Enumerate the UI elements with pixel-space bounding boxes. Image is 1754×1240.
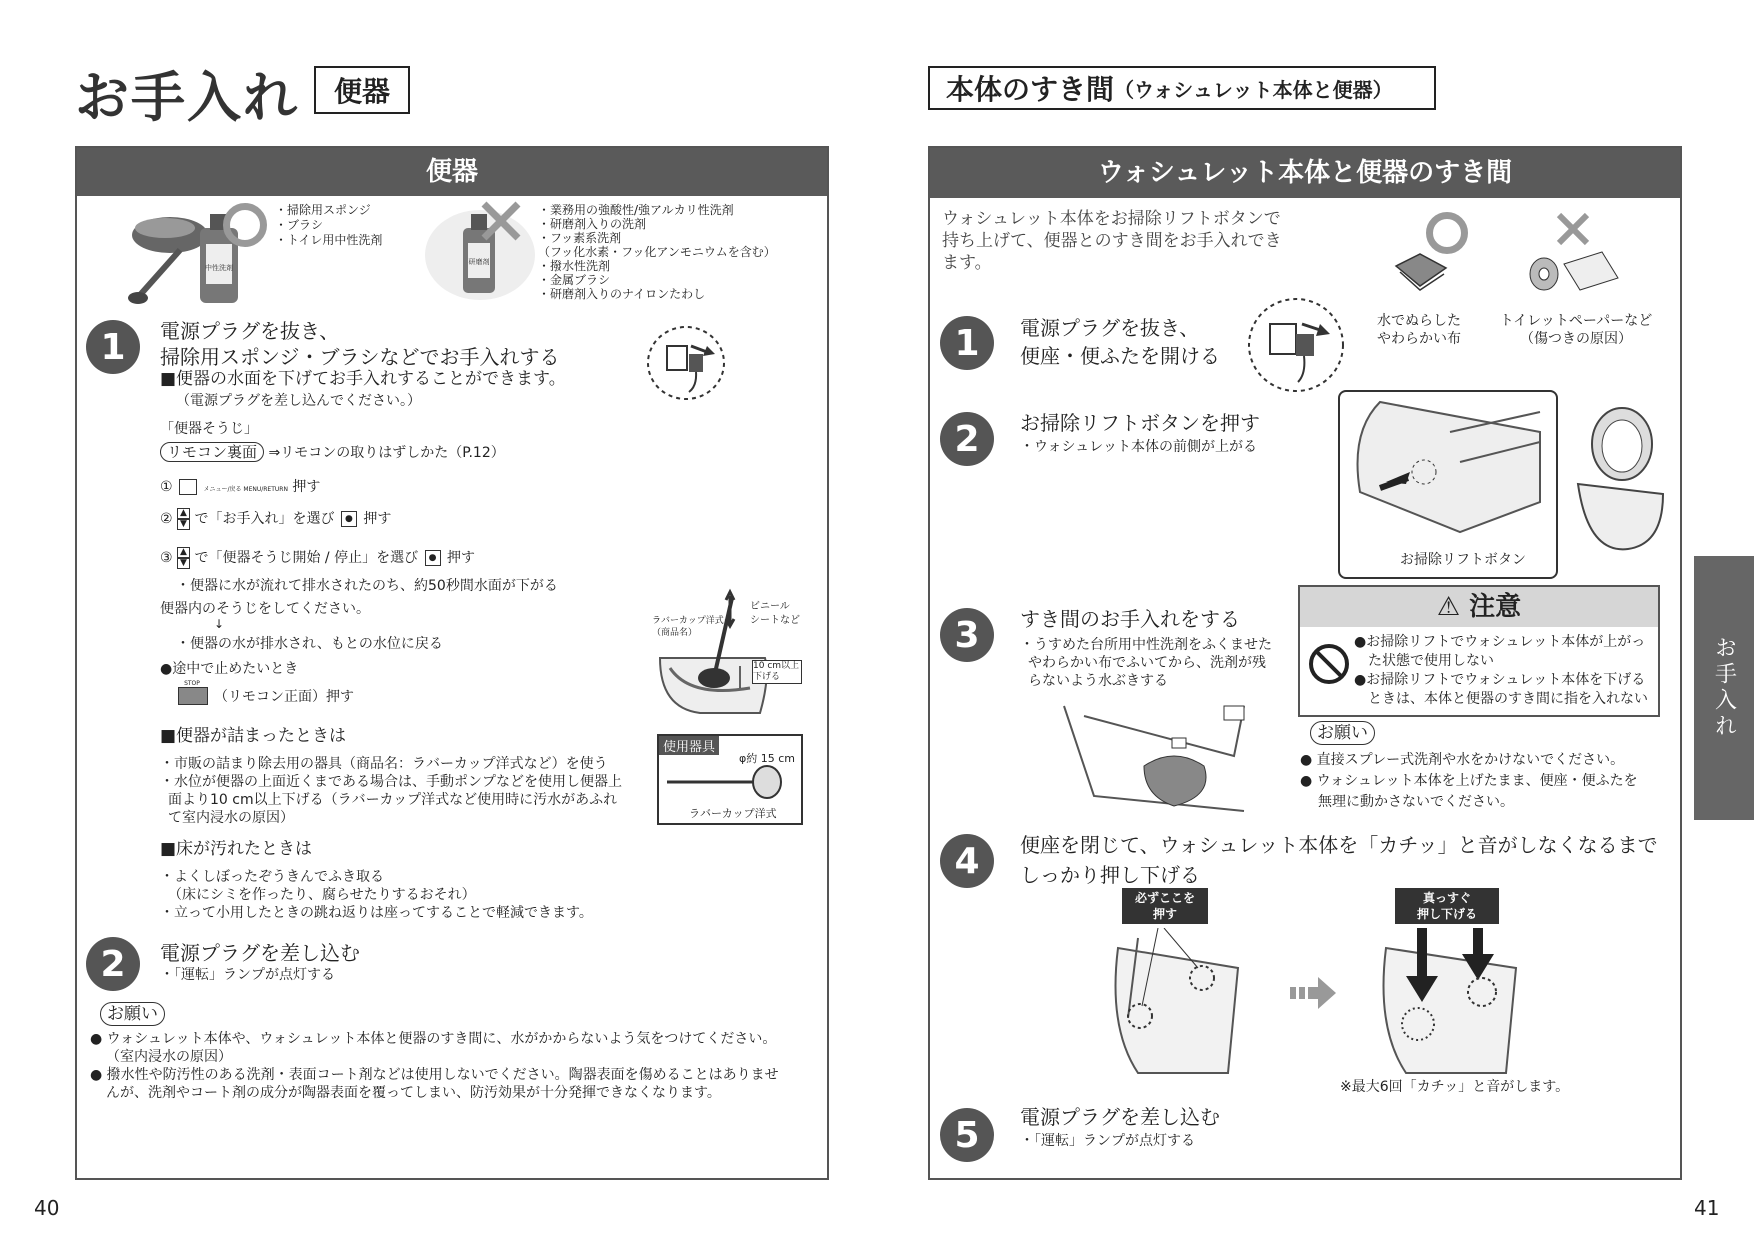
clog-line: 面より10 cm以上下げる（ラバーカップ洋式など使用時に汚水があふれ	[168, 792, 618, 808]
stop-text: （リモコン正面）押す	[214, 689, 354, 705]
left-title-tag	[314, 66, 410, 114]
remote-back-label: リモコン裏面	[160, 442, 264, 462]
right-step-5-heading: 電源プラグを差し込む	[1020, 1105, 1220, 1129]
power-plug-icon	[645, 324, 727, 402]
flow-2: 便器内のそうじをしてください。	[160, 601, 370, 617]
step-4-footnote: ※最大6回「カチッ」と音がします。	[1340, 1079, 1570, 1095]
right-step-1-line2: 便座・便ふたを開ける	[1020, 344, 1220, 368]
right-step-3-number: 3	[940, 608, 994, 662]
right-request-line: ● ウォシュレット本体を上げたまま、便座・便ふたを	[1300, 773, 1638, 789]
toilet-paper-illustration	[1522, 244, 1622, 298]
caution-line: ●お掃除リフトでウォシュレット本体を下げる	[1354, 672, 1646, 688]
press-label-b	[1395, 888, 1499, 924]
op-3-text: で「便器そうじ開始 / 停止」を選び	[194, 550, 419, 566]
left-page-number: 40	[34, 1196, 60, 1220]
plug-illustration	[645, 324, 727, 406]
caution-line: ときは、本体と便器のすき間に指を入れない	[1368, 691, 1648, 707]
right-request-text	[1300, 750, 1638, 813]
right-step-5-note: ・「運転」ランプが点灯する	[1020, 1133, 1195, 1149]
plunger-label	[652, 615, 724, 639]
op-1-row	[160, 478, 320, 499]
right-panel-title: ウォシュレット本体と便器のすき間	[1097, 158, 1513, 188]
step-3-note-line: ・うすめた台所用中性洗剤をふくませた	[1020, 637, 1272, 653]
caution-text	[1354, 633, 1648, 709]
op-2-end: 押す	[363, 511, 392, 527]
side-tab-label: お手入れ	[1711, 636, 1737, 740]
lift-button-illustration	[1338, 390, 1558, 579]
request-line: んが、洗剤やコート剤の成分が陶器表面を覆ってしまい、防汚効果が十分発揮できなくなります。	[106, 1085, 721, 1101]
right-panel-header	[930, 148, 1680, 198]
ok-tools-list	[275, 203, 382, 248]
step-2-heading: 電源プラグを差し込む	[160, 941, 360, 965]
request-line: ● ウォシュレット本体や、ウォシュレット本体と便器のすき間に、水がかからないよう気をつけてください。	[90, 1031, 777, 1047]
tool-box	[657, 734, 803, 825]
ng-caption-line: （傷つきの原因）	[1520, 331, 1632, 347]
ng-item: ・金属ブラシ	[538, 273, 611, 287]
request-line: （室内浸水の原因）	[106, 1049, 232, 1065]
intro-line: 持ち上げて、便器とのすき間をお手入れでき	[942, 231, 1282, 251]
right-step-2-number: 2	[940, 412, 994, 466]
bottle-ok-label: 中性洗剤	[205, 264, 233, 272]
stop-key-label: STOP	[184, 680, 200, 687]
enter-key-icon: ●	[341, 511, 357, 527]
right-plug-illustration	[1246, 296, 1346, 398]
caution-box	[1298, 585, 1660, 717]
right-step-1-line1: 電源プラグを抜き、	[1020, 316, 1200, 340]
left-page-title: お手入れ	[75, 66, 299, 129]
toilet-icon	[1568, 404, 1668, 554]
warning-triangle-icon: ⚠	[1436, 592, 1461, 622]
right-request-line: ● 直接スプレー式洗剤や水をかけないでください。	[1300, 752, 1625, 768]
stop-key-icon	[178, 680, 206, 710]
sheet-label: ビニール シートなど	[750, 601, 800, 626]
floor-title: ■床が汚れたときは	[160, 839, 313, 859]
ng-item: （フッ化水素・フッ化アンモニウムを含む）	[538, 245, 776, 259]
plunger-label-line2: （商品名）	[652, 628, 698, 638]
tool-title: 使用器具	[659, 736, 719, 755]
clog-line: ・市販の詰まり除去用の器具（商品名：ラバーカップ洋式など）を使う	[160, 756, 608, 772]
request-line: ● 撥水性や防汚性のある洗剤・表面コート剤などは使用しないでください。陶器表面を傷めることはありませ	[90, 1067, 779, 1083]
press-label-a	[1122, 888, 1208, 924]
right-step-1-number: 1	[940, 316, 994, 370]
wiping-illustration	[1054, 696, 1254, 820]
clog-line: て室内浸水の原因）	[168, 810, 294, 826]
depth-label: 10 cm以上 下げる	[752, 660, 802, 684]
step-1-sub: ■便器の水面を下げてお手入れすることができます。	[160, 369, 566, 389]
tool-size: φ約 15 cm	[738, 752, 795, 765]
up-down-key-icon: ▲ ▼	[177, 547, 190, 569]
op-3-row	[160, 547, 475, 569]
plunger-label-line1: ラバーカップ洋式	[652, 616, 724, 626]
right-step-2-note: ・ウォシュレット本体の前側が上がる	[1020, 439, 1258, 455]
intro-line: ウォシュレット本体をお掃除リフトボタンで	[942, 209, 1281, 229]
menu-return-key-label: メニュー/戻る MENU/RETURN	[203, 486, 288, 493]
right-step-4-line1: 便座を閉じて、ウォシュレット本体を「カチッ」と音がしなくなるまで	[1020, 833, 1658, 857]
left-panel-header	[77, 148, 827, 196]
flow-arrow-icon: ↓	[214, 617, 225, 631]
wet-cloth-illustration	[1390, 246, 1450, 300]
wiping-gap-icon	[1054, 696, 1254, 816]
ok-cloth-caption	[1373, 312, 1465, 348]
op-2-num: ②	[160, 511, 173, 527]
ng-caption-line: トイレットペーパーなど	[1499, 313, 1653, 329]
right-step-4-heading	[1020, 830, 1658, 890]
toilet-paper-icon	[1522, 244, 1622, 294]
menu-return-key-icon	[179, 479, 197, 495]
step-1-heading-line2: 掃除用スポンジ・ブラシなどでお手入れする	[160, 345, 560, 369]
ng-item: ・撥水性洗剤	[538, 259, 611, 273]
remote-back-row	[160, 442, 505, 462]
step-2-note: ・「運転」ランプが点灯する	[160, 967, 335, 983]
step-1-number: 1	[86, 320, 140, 374]
ok-item: ・掃除用スポンジ	[275, 203, 371, 217]
prohibited-icon	[1308, 643, 1350, 689]
remote-back-ref: ⇒リモコンの取りはずしかた（P.12）	[268, 445, 505, 461]
floor-text	[160, 868, 593, 922]
step-1-sub-note: （電源プラグを差し込んでください。）	[176, 393, 421, 409]
op-2-text: で「お手入れ」を選び	[194, 511, 335, 527]
caution-title: 注意	[1469, 592, 1522, 622]
right-step-5-number: 5	[940, 1108, 994, 1162]
right-request-label: お願い	[1310, 721, 1375, 745]
ng-tools-list	[538, 203, 776, 301]
step-1-heading-line1: 電源プラグを抜き、	[160, 319, 340, 343]
caution-header	[1300, 587, 1658, 627]
right-step-3-heading: すき間のお手入れをする	[1020, 607, 1240, 631]
ok-caption-line: 水でぬらした	[1377, 313, 1461, 329]
cloth-icon	[1390, 246, 1450, 296]
stop-title: ●途中で止めたいとき	[160, 661, 299, 677]
left-title-tag-text: 便器	[333, 75, 390, 108]
power-plug-icon	[1246, 296, 1346, 394]
caution-line: ●お掃除リフトでウォシュレット本体が上がっ	[1354, 634, 1646, 650]
right-step-2-heading: お掃除リフトボタンを押す	[1020, 411, 1260, 435]
clog-title: ■便器が詰まったときは	[160, 726, 347, 746]
toilet-press-icon	[1098, 928, 1258, 1078]
ng-paper-caption	[1490, 312, 1662, 348]
side-tab[interactable]	[1694, 556, 1754, 820]
op-1-num: ①	[160, 479, 173, 495]
bottle-ng-label: 研磨剤	[468, 258, 490, 266]
press-label-b-line: 押し下げる	[1416, 907, 1477, 921]
next-arrow-icon	[1290, 975, 1338, 1015]
right-title-sub: （ウォシュレット本体と便器）	[1114, 77, 1393, 102]
op-3-num: ③	[160, 550, 173, 566]
caution-line: た状態で使用しない	[1368, 653, 1494, 669]
rubber-cup-icon	[659, 762, 799, 802]
tool-name: ラバーカップ洋式	[689, 807, 777, 820]
right-step-4-number: 4	[940, 834, 994, 888]
op-3-end: 押す	[447, 550, 475, 566]
right-step-1-heading	[1020, 314, 1220, 370]
right-intro	[942, 208, 1282, 274]
up-down-key-icon: ▲ ▼	[177, 508, 190, 530]
ng-item: ・研磨剤入りの洗剤	[538, 217, 647, 231]
right-step-3-note	[1020, 636, 1272, 690]
step-3-note-line: やわらかい布でふいてから、洗剤が残	[1028, 655, 1266, 671]
menu-label: 「便器そうじ」	[160, 421, 258, 437]
ng-item: ・研磨剤入りのナイロンたわし	[538, 287, 706, 301]
ng-mark-icon	[480, 200, 522, 246]
ng-item: ・フッ素系洗剤	[538, 231, 622, 245]
ok-item: ・ブラシ	[275, 218, 324, 232]
step-2-number: 2	[86, 937, 140, 991]
left-request-text	[90, 1030, 779, 1102]
floor-line: （床にシミを作ったり、腐らせたりするおそれ）	[168, 887, 476, 903]
left-request-label: お願い	[100, 1002, 165, 1026]
toilet-lift-closeup-icon	[1340, 392, 1556, 542]
floor-line: ・よくしぼったぞうきんでふき取る	[160, 869, 384, 885]
flow-1: ・便器に水が流れて排水されたのち、約50秒間水面が下がる	[176, 578, 558, 594]
enter-key-icon: ●	[425, 550, 441, 566]
flow-3: ・便器の水が排水され、もとの水位に戻る	[176, 636, 443, 652]
ok-caption-line: やわらかい布	[1377, 331, 1461, 347]
left-panel-title: 便器	[425, 157, 478, 187]
right-page-number: 41	[1694, 1196, 1720, 1220]
lift-button-label: お掃除リフトボタン	[1400, 552, 1526, 568]
press-label-b-line: 真っすぐ	[1422, 891, 1471, 905]
floor-line: ・立って小用したときの跳ね返りは座ってすることで軽減できます。	[160, 905, 593, 921]
press-label-a-line: 押す	[1152, 907, 1177, 921]
right-request-line: 無理に動かさないでください。	[1318, 794, 1514, 810]
toilet-press-after	[1366, 928, 1536, 1082]
ok-mark-icon	[223, 203, 267, 247]
step-3-note-line: らないよう水ぶきする	[1028, 673, 1168, 689]
ng-item: ・業務用の強酸性/強アルカリ性洗剤	[538, 203, 734, 217]
right-title-box	[928, 66, 1436, 110]
op-1-text: 押す	[292, 479, 321, 495]
clog-line: ・水位が便器の上面近くまである場合は、手動ポンプなどを使用し便器上	[160, 774, 622, 790]
toilet-side-illustration	[1568, 404, 1668, 558]
ok-item: ・トイレ用中性洗剤	[275, 233, 383, 247]
op-2-row	[160, 508, 391, 530]
step-1-heading	[160, 318, 560, 370]
right-title: 本体のすき間	[946, 73, 1115, 106]
press-label-a-line: 必ずここを	[1134, 891, 1195, 905]
right-step-4-line2: しっかり押し下げる	[1020, 863, 1200, 887]
clog-text	[160, 755, 622, 827]
toilet-press-before	[1098, 928, 1258, 1082]
intro-line: ます。	[942, 253, 992, 273]
toilet-press-down-icon	[1366, 928, 1536, 1078]
